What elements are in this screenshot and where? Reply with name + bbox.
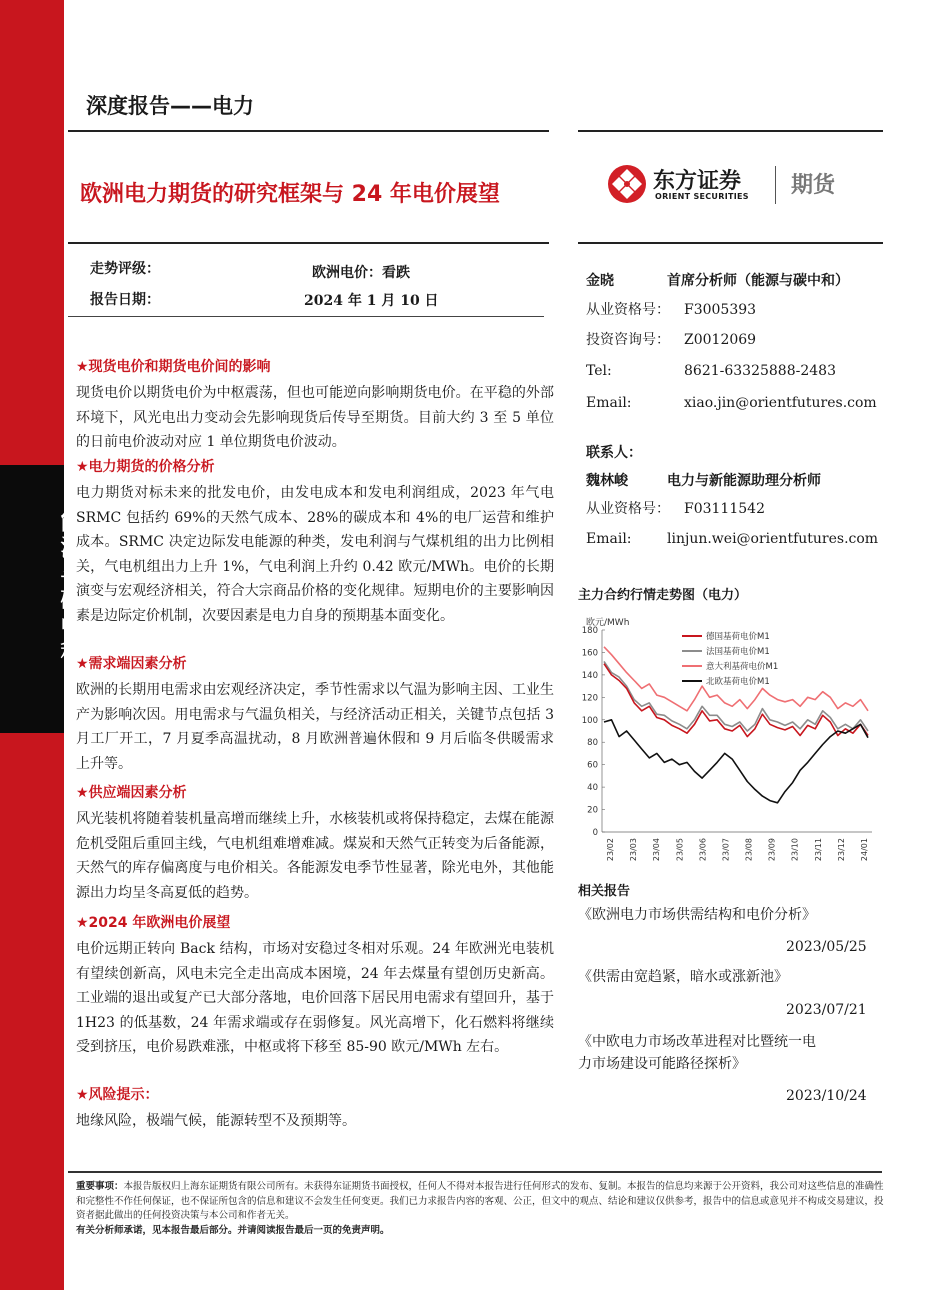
related-report-title[interactable]: 《供需由宽趋紧，暗水或涨新池》 [578, 969, 788, 985]
related-report-date: 2023/10/24 [786, 1088, 867, 1104]
related-report-date: 2023/07/21 [786, 1002, 867, 1018]
logo-division: 期货 [791, 173, 836, 198]
analyst-qual: F3005393 [684, 302, 757, 318]
analyst-name: 金晓 [586, 273, 614, 289]
y-axis-label: 欧元/MWh [586, 618, 630, 628]
series-line [604, 664, 868, 737]
related-report-title[interactable]: 《中欧电力市场改革进程对比暨统一电 [578, 1034, 816, 1050]
x-tick-label: 23/11 [813, 838, 823, 862]
report-category: 深度报告——电力 [86, 94, 254, 118]
analyst-tel: 8621-63325888-2483 [684, 363, 836, 379]
related-report-date: 2023/05/25 [786, 939, 867, 955]
x-tick-label: 23/03 [629, 838, 639, 862]
date-label: 报告日期： [90, 292, 160, 308]
x-tick-label: 23/09 [767, 838, 777, 862]
legend-label: 北欧基荷电价M1 [706, 677, 770, 687]
section-futures-price [76, 457, 554, 628]
section-body: 电价远期正转向 Back 结构，市场对安稳过冬相对乐观。24 年欧洲光电装机有望续创新高，风电未完全走出高成本困境，24 年去煤量有望创历史新高。工业端的退出或复产已大部分落地，电价回落下居民用电需求有望回升，基于 1H23 的低基数，24 年需求端或存在弱修复。风光高增下，化石燃料将继续受到挤压，电价易跌难涨，中枢或将下移至 85-90 欧元/MWh 左右。 [76, 941, 554, 1055]
y-tick-label: 100 [581, 715, 598, 726]
divider [68, 130, 549, 132]
company-logo [607, 160, 847, 210]
section-spot-vs-futures [76, 357, 554, 455]
related-report-title-cont[interactable]: 力市场建设可能路径探析》 [578, 1056, 746, 1072]
section-supply [76, 783, 554, 905]
section-heading: ★现货电价和期货电价间的影响 [76, 359, 271, 375]
legend-label: 意大利基荷电价M1 [706, 662, 779, 672]
related-heading: 相关报告 [578, 884, 631, 899]
analyst-role: 首席分析师（能源与碳中和） [667, 273, 849, 289]
analyst-qual-label: 从业资格号： [586, 302, 670, 318]
legend-label: 德国基荷电价M1 [706, 632, 770, 642]
y-tick-label: 80 [587, 738, 598, 749]
price-chart [572, 604, 882, 879]
report-date: 2024 年 1 月 10 日 [304, 293, 439, 309]
analyst-email-label: Email: [586, 395, 632, 411]
contact-qual: F03111542 [684, 501, 765, 517]
section-risk [76, 1085, 554, 1134]
section-body: 欧洲的长期用电需求由宏观经济决定，季节性需求以气温为影响主因、工业生产为影响次因。用电需求与气温负相关，与经济活动正相关，关键节点包括 3 月工厂开工，7 月夏季高温扰动，8 月欧洲普遍休假和 9 月后临冬供暖需求上升等。 [76, 682, 554, 772]
logo-name-en: ORIENT SECURITIES [655, 192, 749, 201]
analyst-consult: Z0012069 [684, 332, 757, 348]
page-title: 欧洲电力期货的研究框架与 24 年电价展望 [80, 182, 500, 207]
divider [68, 242, 549, 244]
rating-label: 走势评级： [90, 261, 160, 277]
legend-label: 法国基荷电价M1 [706, 647, 770, 657]
divider [68, 1171, 882, 1173]
x-tick-label: 23/02 [606, 838, 615, 862]
analyst-email[interactable]: xiao.jin@orientfutures.com [684, 395, 877, 411]
disclaimer [76, 1180, 884, 1238]
y-tick-label: 160 [581, 648, 598, 659]
divider [578, 130, 883, 132]
contact-qual-label: 从业资格号： [586, 501, 670, 517]
contact-email-label: Email: [586, 531, 632, 547]
y-tick-label: 60 [587, 760, 598, 771]
chart-title: 主力合约行情走势图（电力） [578, 588, 748, 603]
section-heading: ★2024 年欧洲电价展望 [76, 915, 231, 931]
x-tick-label: 23/04 [652, 838, 662, 862]
divider [578, 242, 883, 244]
contact-role: 电力与新能源助理分析师 [667, 473, 821, 489]
divider [68, 316, 544, 317]
y-tick-label: 120 [581, 693, 598, 704]
x-tick-label: 23/07 [721, 838, 731, 862]
section-body: 风光装机将随着装机量高增而继续上升，水核装机或将保持稳定，去煤在能源危机受阻后重回主线，气电机组难增难减。煤炭和天然气正转变为后备能源，天然气的库存偏离度与电价相关。各能源发电季节性显著，除光电外，其他能源出力均呈冬高夏低的趋势。 [76, 811, 554, 901]
y-tick-label: 140 [581, 670, 598, 681]
contact-heading: 联系人： [586, 445, 642, 461]
x-tick-label: 23/12 [836, 838, 846, 862]
related-report-title[interactable]: 《欧洲电力市场供需结构和电价分析》 [578, 907, 816, 923]
series-line [604, 720, 868, 803]
y-tick-label: 0 [592, 828, 598, 838]
y-tick-label: 20 [587, 805, 598, 816]
disclaimer-footer: 有关分析师承诺，见本报告最后部分。并请阅读报告最后一页的免责声明。 [76, 1224, 390, 1236]
contact-email[interactable]: linjun.wei@orientfutures.com [667, 531, 879, 547]
section-demand [76, 654, 554, 776]
rating-value: 欧洲电价：看跌 [312, 265, 410, 281]
section-heading: ★风险提示： [76, 1087, 159, 1103]
section-heading: ★需求端因素分析 [76, 656, 187, 672]
disclaimer-lead: 重要事项： [76, 1181, 124, 1192]
y-tick-label: 40 [587, 783, 598, 794]
section-body: 地缘风险，极端气候，能源转型不及预期等。 [76, 1113, 356, 1129]
section-body: 现货电价以期货电价为中枢震荡，但也可能逆向影响期货电价。在平稳的外部环境下，风光电出力变动会先影响现货后传导至期货。目前大约 3 至 5 单位的日前电价波动对应 1 单位期货电价波动。 [76, 385, 554, 450]
x-tick-label: 24/01 [860, 838, 869, 862]
contact-name: 魏林峻 [586, 473, 628, 489]
section-heading: ★电力期货的价格分析 [76, 459, 215, 475]
section-outlook-2024 [76, 913, 554, 1060]
x-tick-label: 23/08 [744, 838, 754, 862]
analyst-tel-label: Tel: [586, 363, 612, 379]
section-body: 电力期货对标未来的批发电价，由发电成本和发电利润组成，2023 年气电 SRMC 包括约 69%的天然气成本、28%的碳成本和 4%的电厂运营和维护成本。SRMC 决定边际发电能源的种类，发电利润与气煤机组的出力比例相关，气电机组出力上升 1%，气电利润上升约 0.42 欧元/MWh。电价的长期演变与宏观经济相关，符合大宗商品价格的变化规律。短期电价的主要影响因素是边际定价机制，次要因素是电力自身的预期基本面变化。 [76, 485, 554, 624]
disclaimer-text: 本报告版权归上海东证期货有限公司所有。未获得东证期货书面授权，任何人不得对本报告进行任何形式的发布、复制。本报告的信息均来源于公开资料，我公司对这些信息的准确性和完整性不作任何保证，也不保证所包含的信息和建议不会发生任何变更。我们已力求报告内容的客观、公正，但文中的观点、结论和建议仅供参考，报告中的信息或意见并不构成交易建议，投资者据此做出的任何投资决策与本公司和作者无关。 [76, 1181, 884, 1221]
x-tick-label: 23/05 [675, 838, 685, 862]
y-tick-label: 180 [581, 626, 598, 636]
x-tick-label: 23/10 [790, 838, 800, 862]
section-heading: ★供应端因素分析 [76, 785, 187, 801]
x-tick-label: 23/06 [698, 838, 708, 862]
analyst-consult-label: 投资咨询号： [586, 332, 670, 348]
logo-name: 东方证券 [653, 169, 742, 194]
logo-separator [775, 166, 776, 204]
sidebar-category-label: 能源与碳中和 [57, 510, 82, 666]
orient-logo-icon [607, 164, 647, 204]
